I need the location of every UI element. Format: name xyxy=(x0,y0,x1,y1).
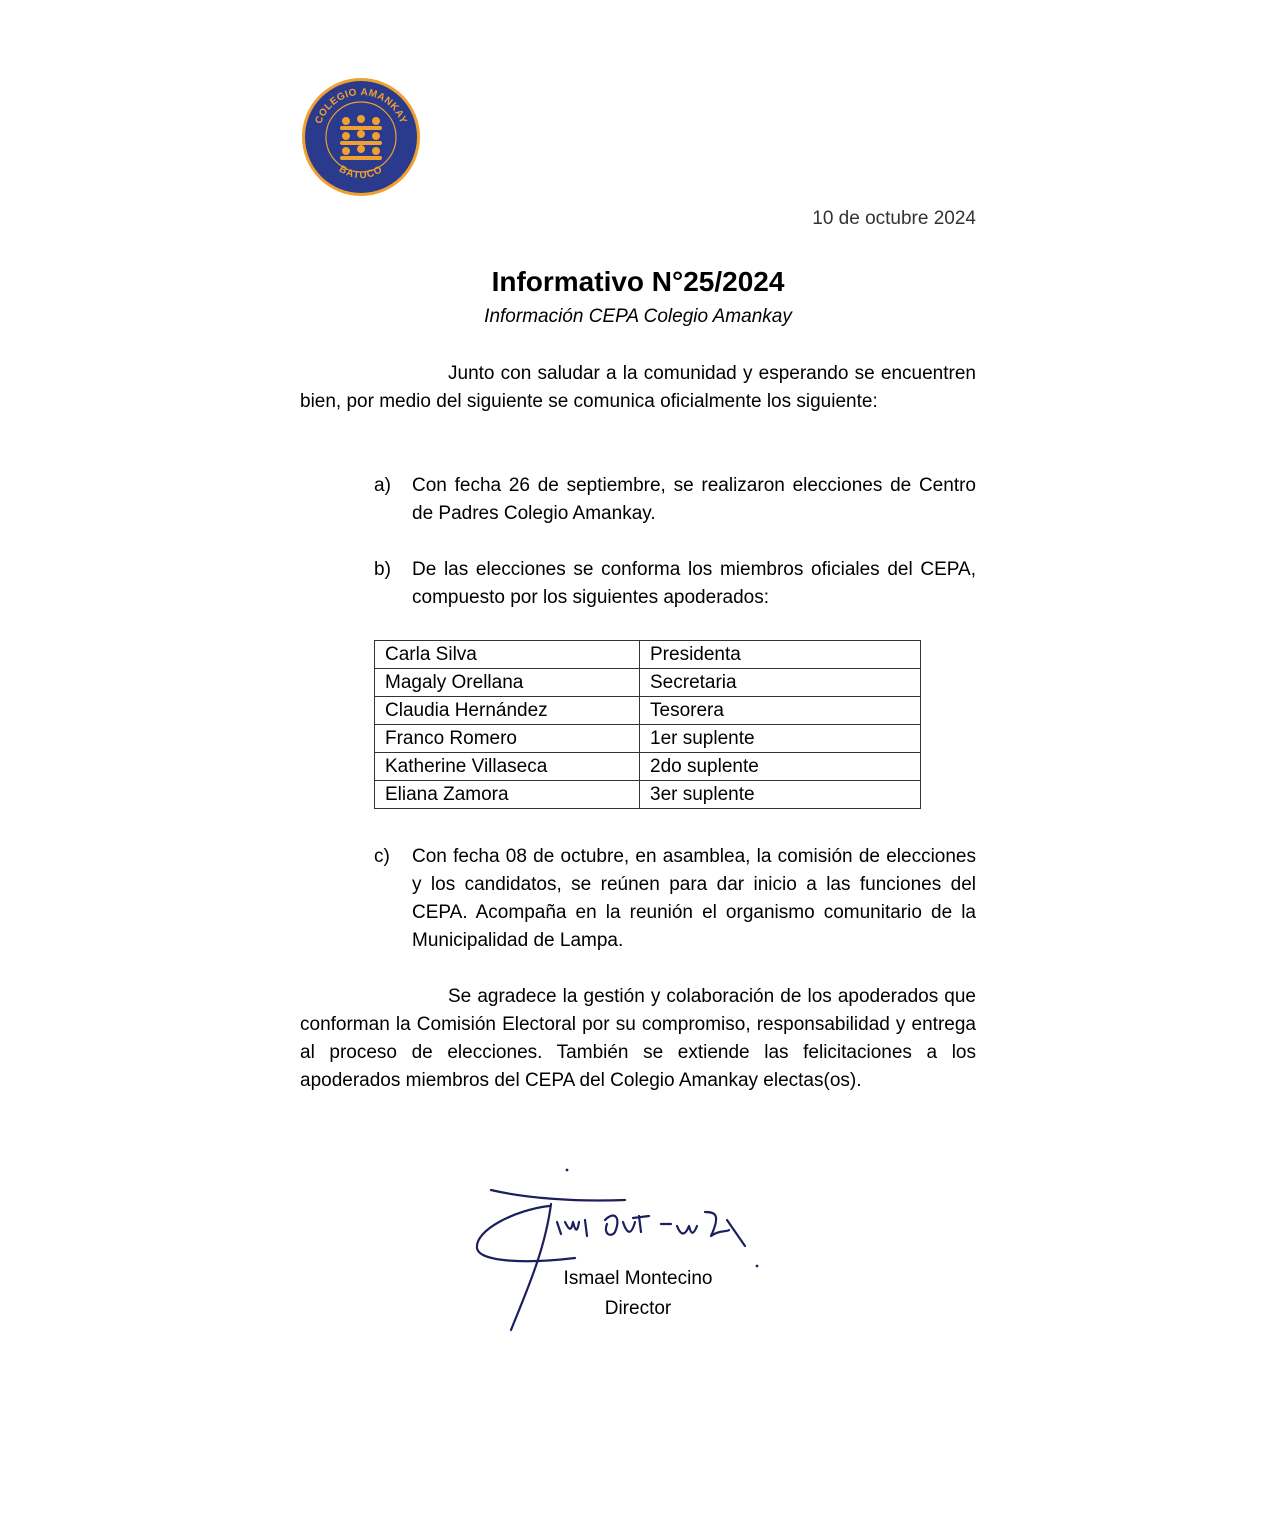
signature-block xyxy=(540,1264,736,1324)
list-item-c xyxy=(374,843,976,955)
logo-bottom-text: BATUCO xyxy=(336,163,386,182)
members-table xyxy=(374,640,921,809)
table-row xyxy=(375,725,921,753)
document-date: 10 de octubre 2024 xyxy=(812,208,976,229)
table-row xyxy=(375,669,921,697)
intro-paragraph xyxy=(300,360,976,416)
member-name: Claudia Hernández xyxy=(375,697,640,725)
member-name: Eliana Zamora xyxy=(375,781,640,809)
member-role: Presidenta xyxy=(640,641,921,669)
member-role: 3er suplente xyxy=(640,781,921,809)
closing-text: Se agradece la gestión y colaboración de los apoderados que conforman la Comisión Electoral por su compromiso, responsabilidad y entrega al proceso de elecciones. También se extiende las felicitaciones a los apoderados miembros del CEPA del Colegio Amankay electas(os). xyxy=(300,986,976,1091)
member-role: Secretaria xyxy=(640,669,921,697)
list-item-text: Con fecha 08 de octubre, en asamblea, la comisión de elecciones y los candidatos, se reúnen para dar inicio a las funciones del CEPA. Acompaña en la reunión el organismo comunitario de la Municipalidad de Lampa. xyxy=(412,846,976,951)
member-name: Franco Romero xyxy=(375,725,640,753)
intro-text: Junto con saludar a la comunidad y esperando se encuentren bien, por medio del siguiente se comunica oficialmente los siguiente: xyxy=(300,363,976,412)
table-row xyxy=(375,781,921,809)
list-item-a xyxy=(374,472,976,528)
table-row xyxy=(375,641,921,669)
document-title: Informativo N°25/2024 xyxy=(491,266,785,297)
closing-paragraph xyxy=(300,983,976,1095)
member-role: 1er suplente xyxy=(640,725,921,753)
signer-position: Director xyxy=(604,1298,672,1319)
list-item-text: De las elecciones se conforma los miembros oficiales del CEPA, compuesto por los siguientes apoderados: xyxy=(412,559,976,608)
list-marker: a) xyxy=(374,475,391,496)
member-name: Carla Silva xyxy=(375,641,640,669)
member-name: Katherine Villaseca xyxy=(375,753,640,781)
document-subtitle: Información CEPA Colegio Amankay xyxy=(484,306,792,327)
table-row xyxy=(375,753,921,781)
member-name: Magaly Orellana xyxy=(375,669,640,697)
list-item-b xyxy=(374,556,976,612)
table-row xyxy=(375,697,921,725)
member-role: 2do suplente xyxy=(640,753,921,781)
member-role: Tesorera xyxy=(640,697,921,725)
school-logo xyxy=(300,76,422,198)
signer-name: Ismael Montecino xyxy=(563,1268,713,1289)
list-marker: c) xyxy=(374,846,390,867)
logo-top-text: COLEGIO AMANKAY xyxy=(313,86,409,126)
list-marker: b) xyxy=(374,559,391,580)
list-item-text: Con fecha 26 de septiembre, se realizaron elecciones de Centro de Padres Colegio Amankay. xyxy=(412,475,976,524)
